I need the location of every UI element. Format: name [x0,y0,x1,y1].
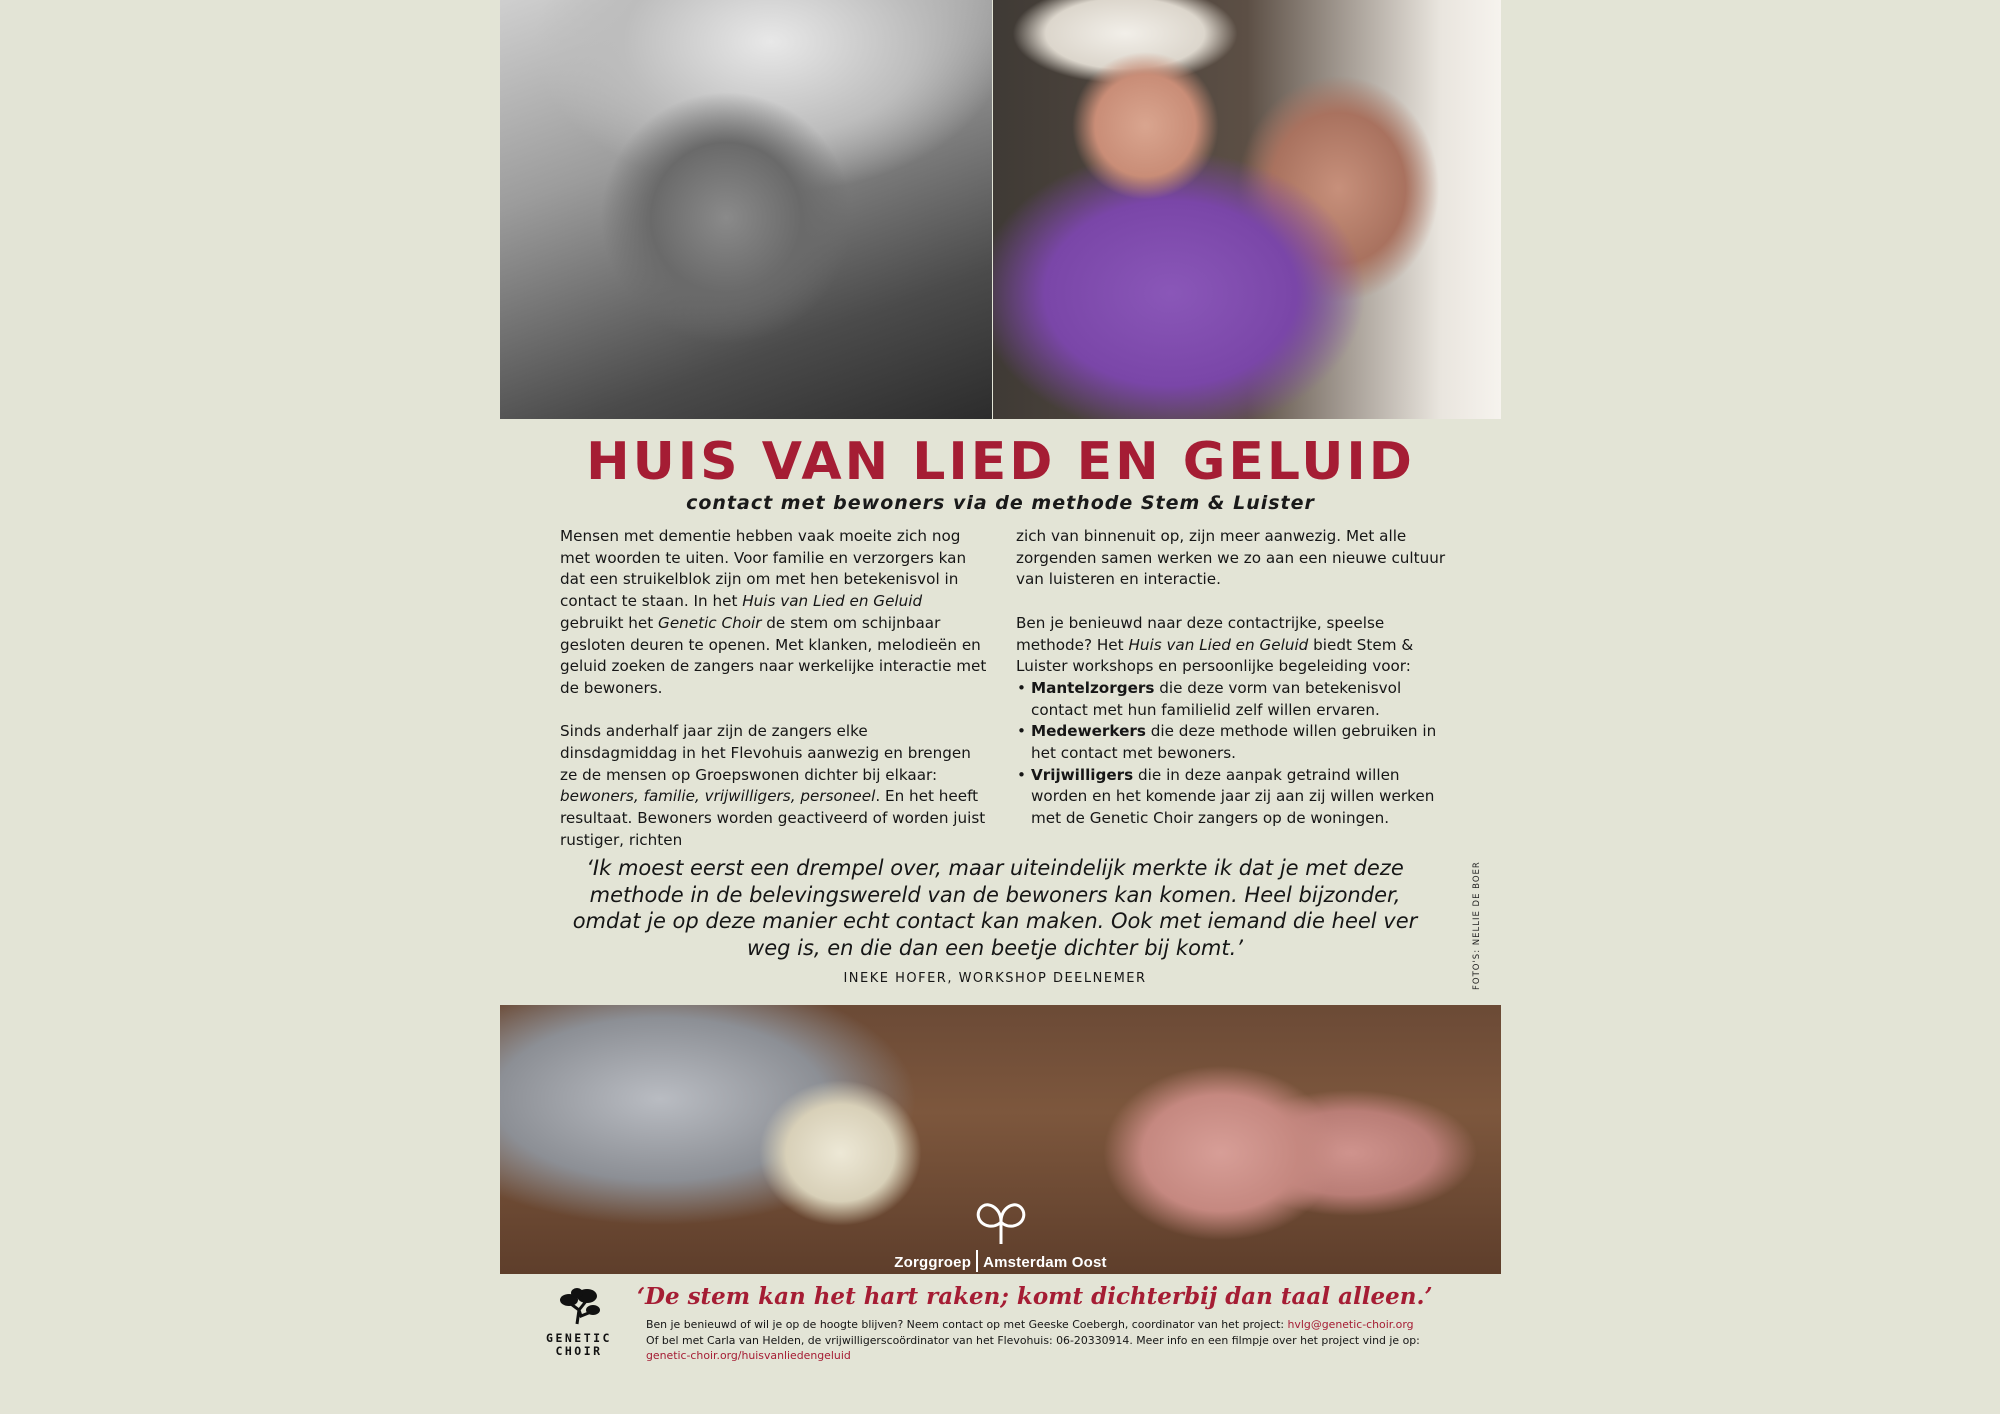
footer-contact [646,1317,1466,1364]
genetic-choir-logo-line2: CHOIR [555,1344,603,1358]
photo-elderly-woman-portrait [500,0,992,419]
paragraph: zich van binnenuit op, zijn meer aanwezig. Met alle zorgenden samen werken we zo aan een nieuwe cultuur van luisteren en interactie. [1016,527,1446,589]
list-item: • Vrijwilligers die in deze aanpak getraind willen worden en het komende jaar zij aan zij willen werken met de Genetic Choir zangers op de woningen. [1016,765,1452,830]
zorggroep-logo-left: Zorggroep [894,1254,972,1271]
contact-line-1 [646,1317,1466,1333]
paragraph: Ben je benieuwd naar deze contactrijke, speelse methode? Het Huis van Lied en Geluid biedt Stem & Luister workshops en persoonlijke begeleiding voor: [1016,613,1414,676]
website-link[interactable]: genetic-choir.org/huisvanliedengeluid [646,1349,851,1362]
page-subtitle: contact met bewoners via de methode Stem & Luister [686,492,1315,514]
body-column-right [1016,526,1452,830]
list-item: • Medewerkers die deze methode willen gebruiken in het contact met bewoners. [1016,721,1452,764]
page-title: HUIS VAN LIED EN GELUID [586,432,1415,492]
paragraph: Sinds anderhalf jaar zijn de zangers elke dinsdagmiddag in het Flevohuis aanwezig en brengen ze de mensen op Groepswonen dichter bij elkaar: bewoners, familie, vrijwilligers, personeel. En het heeft resultaat. Bewoners worden geactiveerd of worden juist rustiger, richten [560,722,986,849]
footer-tagline: ‘De stem kan het hart raken; komt dichterbij dan taal alleen.’ [637,1283,1433,1310]
zorggroep-heart-icon [971,1200,1031,1246]
contact-text: Ben je benieuwd of wil je op de hoogte blijven? Neem contact op met Geeske Coebergh, coordinator van het project: [646,1318,1288,1331]
tree-icon [557,1286,601,1326]
photo-credit: FOTO'S: NELLIE DE BOER [1472,861,1482,990]
genetic-choir-logo-line1: GENETIC [546,1331,612,1345]
paragraph: Mensen met dementie hebben vaak moeite zich nog met woorden te uiten. Voor familie en verzorgers kan dat een struikelblok zijn om met hen betekenisvol in contact te staan. In het Huis van Lied en Geluid gebruikt het Genetic Choir de stem om schijnbaar gesloten deuren te openen. Met klanken, melodieën en geluid zoeken de zangers naar werkelijke interactie met de bewoners. [560,527,987,697]
quote-author: INEKE HOFER, WORKSHOP DEELNEMER [843,971,1147,986]
zorggroep-logo [500,1200,1501,1272]
email-link[interactable]: hvlg@genetic-choir.org [1287,1318,1414,1331]
contact-line-2: Of bel met Carla van Helden, de vrijwilligerscoördinator van het Flevohuis: 06-20330914. Meer info en een filmpje over het project vind je op: [646,1333,1420,1347]
body-column-left [560,526,988,873]
poster [500,0,1501,1414]
photo-feet-slippers [500,1005,1501,1274]
genetic-choir-logo [544,1286,614,1358]
audience-list [1016,678,1452,830]
zorggroep-logo-right: Amsterdam Oost [983,1254,1107,1271]
photo-woman-kissing-hand [993,0,1501,419]
testimonial-quote: ‘Ik moest eerst een drempel over, maar uiteindelijk merkte ik dat je met deze methode in de belevingswereld van de bewoners kan komen. Heel bijzonder, omdat je op deze manier echt contact kan maken. Ook met iemand die heel ver weg is, en die dan een beetje dichter bij komt.’ [572,856,1418,960]
list-item: • Mantelzorgers die deze vorm van betekenisvol contact met hun familielid zelf willen ervaren. [1016,678,1452,721]
